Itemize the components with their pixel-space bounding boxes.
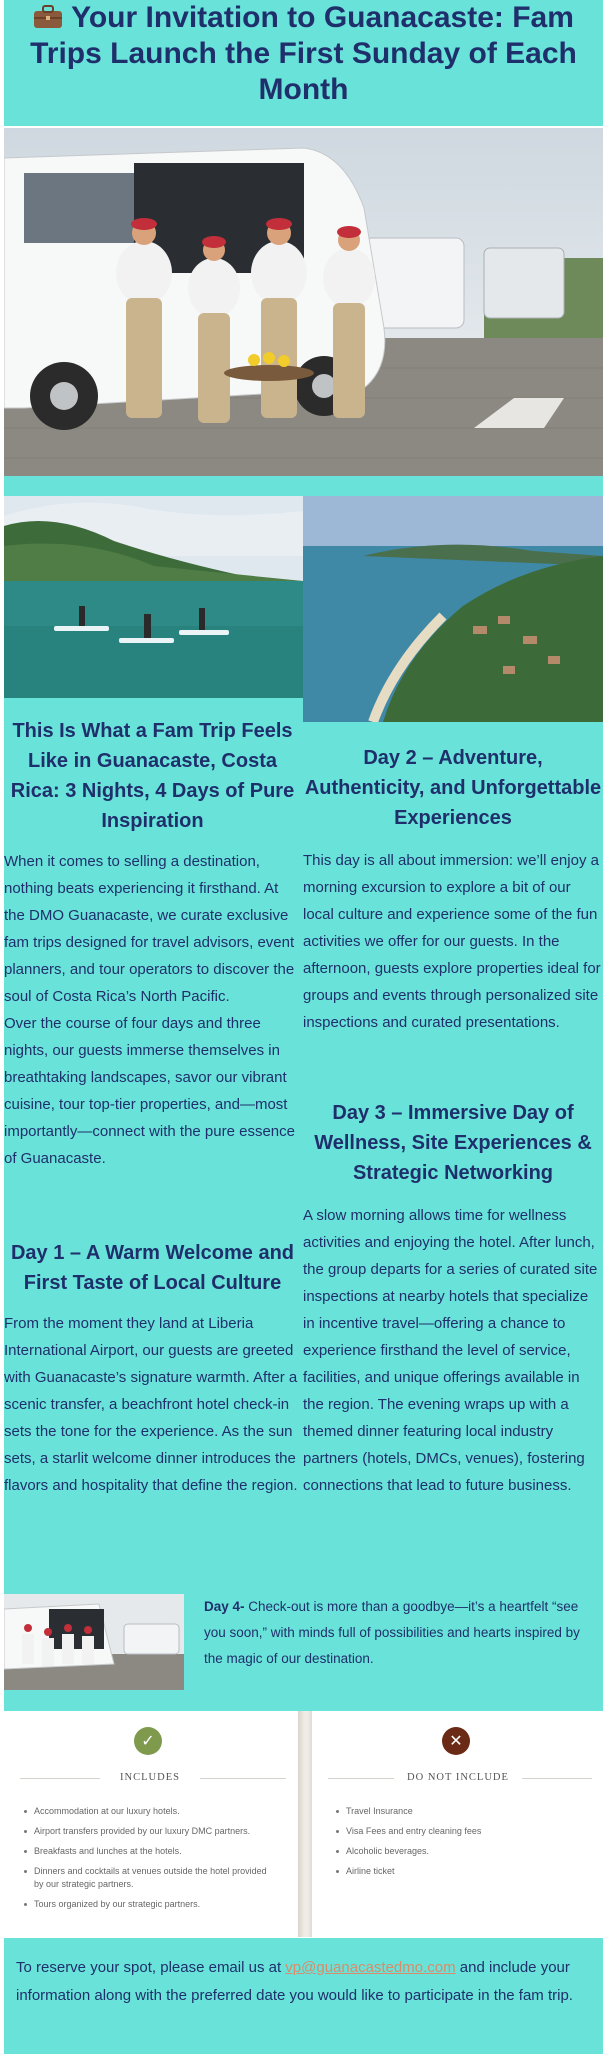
paddleboard-photo xyxy=(4,496,303,698)
coastline-photo xyxy=(303,496,603,722)
day1-section xyxy=(4,1238,301,1499)
reservation-text xyxy=(16,1954,591,2010)
day4-photo xyxy=(4,1594,184,1690)
check-icon: ✓ xyxy=(134,1727,162,1755)
excludes-list xyxy=(336,1805,586,1885)
day3-section xyxy=(303,1098,603,1499)
includes-item: Accommodation at our luxury hotels. xyxy=(24,1805,274,1818)
includes-item: Dinners and cocktails at venues outside the hotel provided by our strategic partners. xyxy=(24,1865,274,1891)
email-link[interactable]: vp@guanacastedmo.com xyxy=(285,1959,456,1976)
day3-heading: Day 3 – Immersive Day of Wellness, Site Experiences & Strategic Networking xyxy=(314,1102,592,1184)
day2-section xyxy=(303,743,603,1036)
excludes-item: Airline ticket xyxy=(336,1865,586,1878)
includes-item: Breakfasts and lunches at the hotels. xyxy=(24,1845,274,1858)
day2-text: This day is all about immersion: we’ll enjoy a morning excursion to explore a bit of our local culture and experience some of the fun activities we offer for our guests. In the afternoon, guests explore properties ideal for groups and events through personalized site inspections and curated presentations. xyxy=(303,852,601,1031)
page xyxy=(4,0,603,2054)
excludes-title: DO NOT INCLUDE xyxy=(407,1772,509,1783)
divider-line xyxy=(200,1778,286,1779)
day1-heading: Day 1 – A Warm Welcome and First Taste of Local Culture xyxy=(10,1242,295,1294)
includes-list xyxy=(24,1805,274,1918)
hero-photo xyxy=(4,128,603,476)
intro-heading: This Is What a Fam Trip Feels Like in Guanacaste, Costa Rica: 3 Nights, 4 Days of Pure Inspiration xyxy=(10,720,295,832)
day4-text xyxy=(204,1594,584,1672)
excludes-panel xyxy=(312,1711,603,1937)
includes-item: Tours organized by our strategic partners. xyxy=(24,1898,274,1911)
intro-section xyxy=(4,716,301,1172)
reservation-text-after: and include your information along with the preferred date you would like to participate in the fam trip. xyxy=(16,1959,573,2004)
includes-title: INCLUDES xyxy=(120,1772,180,1783)
day4-description: Check-out is more than a goodbye—it’s a heartfelt “see you soon,” with minds full of possibilities and hearts inspired by the magic of our destination. xyxy=(204,1599,580,1666)
close-icon: ✕ xyxy=(442,1727,470,1755)
day1-text: From the moment they land at Liberia International Airport, our guests are greeted with Guanacaste’s signature warmth. After a scenic transfer, a beachfront hotel check-in sets the tone for the experience. As the sun sets, a starlit welcome dinner introduces the flavors and hospitality that define the region. xyxy=(4,1315,298,1494)
intro-paragraph-2: Over the course of four days and three nights, our guests immerse themselves in breathtaking landscapes, savor our vibrant cuisine, tour top-tier properties, and—most importantly—connect with the pure essence of Guanacaste. xyxy=(4,1015,295,1167)
day4-label: Day 4- xyxy=(204,1599,245,1614)
reservation-text-before: To reserve your spot, please email us at xyxy=(16,1959,286,1976)
page-title xyxy=(4,0,603,108)
intro-paragraph-1: When it comes to selling a destination, nothing beats experiencing it firsthand. At the DMO Guanacaste, we curate exclusive fam trips designed for travel advisors, event planners, and tour operators to discover the soul of Costa Rica’s North Pacific. xyxy=(4,853,295,1005)
includes-item: Airport transfers provided by our luxury DMC partners. xyxy=(24,1825,274,1838)
header-banner xyxy=(4,0,603,126)
divider-line xyxy=(328,1778,394,1779)
excludes-item: Alcoholic beverages. xyxy=(336,1845,586,1858)
day3-text: A slow morning allows time for wellness activities and enjoying the hotel. After lunch, the group departs for a series of curated site inspections at nearby hotels that specialize in incentive travel—offering a chance to experience firsthand the level of service, facilities, and unique offerings available in the region. The evening wraps up with a themed dinner featuring local industry partners (hotels, DMCs, venues), fostering connections that lead to future business. xyxy=(303,1207,598,1494)
excludes-item: Visa Fees and entry cleaning fees xyxy=(336,1825,586,1838)
reservation-footer xyxy=(4,1938,603,2054)
divider-line xyxy=(20,1778,100,1779)
divider-line xyxy=(522,1778,592,1779)
day2-heading: Day 2 – Adventure, Authenticity, and Unforgettable Experiences xyxy=(304,747,602,829)
page-title-text: Your Invitation to Guanacaste: Fam Trips Launch the First Sunday of Each Month xyxy=(30,1,577,106)
includes-panel xyxy=(4,1711,301,1937)
excludes-item: Travel Insurance xyxy=(336,1805,586,1818)
briefcase-icon xyxy=(33,2,63,26)
